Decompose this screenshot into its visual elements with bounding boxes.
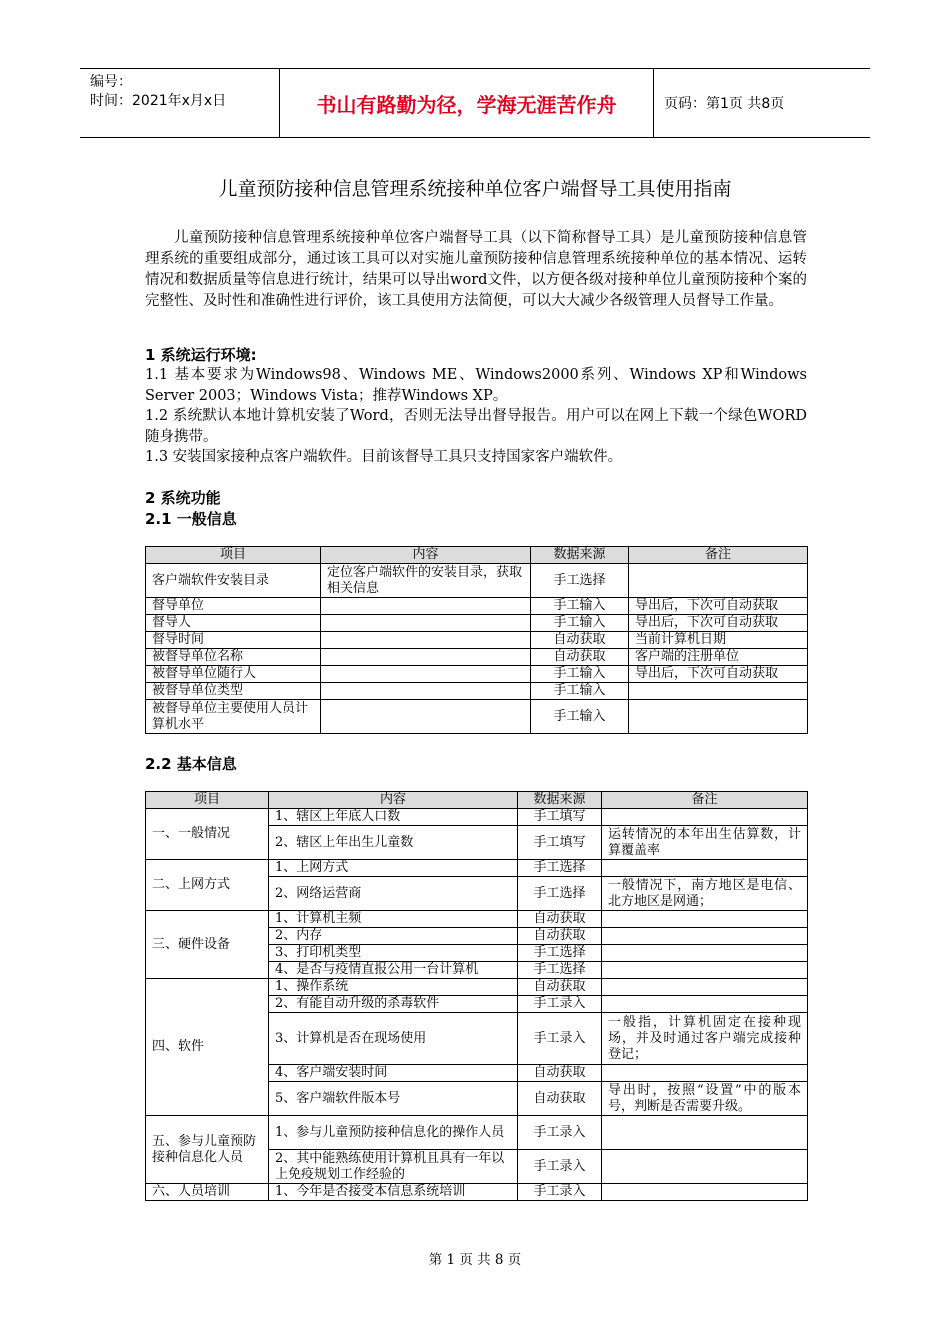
table-cell: 自动获取 <box>531 649 629 666</box>
table-cell: 2、内存 <box>269 928 518 945</box>
table-cell <box>602 809 808 826</box>
section1-p2: 1.2 系统默认本地计算机安装了Word，否则无法导出督导报告。用户可以在网上下载一个绿色WORD随身携带。 <box>145 408 807 445</box>
table-cell <box>321 666 531 683</box>
section2-1-heading: 2.1 一般信息 <box>145 510 237 528</box>
table-cell: 一般指，计算机固定在接种现场，并及时通过客户端完成接种登记； <box>602 1013 808 1065</box>
table-cell <box>602 962 808 979</box>
table-cell: 手工填写 <box>518 809 602 826</box>
table-row <box>146 1116 808 1150</box>
table-cell <box>321 598 531 615</box>
table-cell: 1、上网方式 <box>269 860 518 877</box>
table-cell: 自动获取 <box>531 632 629 649</box>
table-cell: 被督导单位类型 <box>146 683 321 700</box>
table-cell <box>629 564 808 598</box>
table-cell: 手工选择 <box>518 877 602 911</box>
table-cell: 导出时，按照“设置”中的版本号，判断是否需要升级。 <box>602 1082 808 1116</box>
table-cell: 客户端的注册单位 <box>629 649 808 666</box>
table-cell: 手工录入 <box>518 996 602 1013</box>
table-cell <box>602 996 808 1013</box>
table-cell <box>321 632 531 649</box>
table-cell: 2、有能自动升级的杀毒软件 <box>269 996 518 1013</box>
table-row <box>146 683 808 700</box>
table-cell <box>602 1065 808 1082</box>
table-row <box>146 564 808 598</box>
table-cell: 1、参与儿童预防接种信息化的操作人员 <box>269 1116 518 1150</box>
table-cell: 督导时间 <box>146 632 321 649</box>
table-cell <box>321 683 531 700</box>
section1-p1: 1.1 基本要求为Windows98、Windows ME、Windows2000系列、Windows XP和Windows Server 2003；Windows Vista；推荐Windows XP。 <box>145 367 807 404</box>
table-cell: 自动获取 <box>518 1065 602 1082</box>
table-cell <box>602 945 808 962</box>
table-cell: 手工选择 <box>518 860 602 877</box>
table-cell <box>602 1184 808 1201</box>
header-meta <box>80 69 280 137</box>
table-header: 备注 <box>629 547 808 564</box>
group-label: 六、人员培训 <box>146 1184 269 1201</box>
header-time: 时间：2021年x月x日 <box>90 93 227 109</box>
table-cell <box>602 1150 808 1184</box>
table-cell: 手工选择 <box>518 962 602 979</box>
group-label: 五、参与儿童预防接种信息化人员 <box>146 1116 269 1184</box>
table-cell: 5、客户端软件版本号 <box>269 1082 518 1116</box>
basic-info-table <box>145 791 808 1201</box>
document-title: 儿童预防接种信息管理系统接种单位客户端督导工具使用指南 <box>218 178 732 200</box>
table-row <box>146 1184 808 1201</box>
table-cell <box>629 683 808 700</box>
table-cell: 手工输入 <box>531 598 629 615</box>
table-cell: 4、是否与疫情直报公用一台计算机 <box>269 962 518 979</box>
table-row <box>146 809 808 826</box>
group-label: 一、一般情况 <box>146 809 269 860</box>
table-cell: 自动获取 <box>518 1082 602 1116</box>
table-cell: 手工录入 <box>518 1013 602 1065</box>
table-cell <box>602 928 808 945</box>
table-row <box>146 615 808 632</box>
table-header: 项目 <box>146 547 321 564</box>
table-cell: 手工录入 <box>518 1150 602 1184</box>
table-row <box>146 649 808 666</box>
table-cell: 客户端软件安装目录 <box>146 564 321 598</box>
table-cell: 手工选择 <box>531 564 629 598</box>
table-row <box>146 598 808 615</box>
table-cell: 手工选择 <box>518 945 602 962</box>
table-header: 备注 <box>602 792 808 809</box>
table-cell: 1、计算机主频 <box>269 911 518 928</box>
table-cell: 导出后，下次可自动获取 <box>629 598 808 615</box>
section1-heading: 1 系统运行环境: <box>145 346 257 364</box>
table-cell: 2、网络运营商 <box>269 877 518 911</box>
table-row <box>146 700 808 734</box>
table-header: 数据来源 <box>531 547 629 564</box>
table-cell: 导出后，下次可自动获取 <box>629 615 808 632</box>
table-cell: 手工输入 <box>531 615 629 632</box>
group-label: 四、软件 <box>146 979 269 1116</box>
header-number: 编号： <box>90 74 132 90</box>
table-cell: 手工输入 <box>531 666 629 683</box>
table-header: 内容 <box>321 547 531 564</box>
section2-2-heading: 2.2 基本信息 <box>145 755 237 773</box>
table-cell <box>602 911 808 928</box>
table-cell: 3、打印机类型 <box>269 945 518 962</box>
general-info-table <box>145 546 808 734</box>
table-cell <box>321 700 531 734</box>
table-cell <box>629 700 808 734</box>
table-cell: 导出后，下次可自动获取 <box>629 666 808 683</box>
table-cell: 定位客户端软件的安装目录，获取相关信息 <box>321 564 531 598</box>
table-row <box>146 979 808 996</box>
table-header: 项目 <box>146 792 269 809</box>
page-header <box>80 68 870 138</box>
table-cell: 一般情况下，南方地区是电信、北方地区是网通； <box>602 877 808 911</box>
table-cell: 被督导单位主要使用人员计算机水平 <box>146 700 321 734</box>
table-cell: 自动获取 <box>518 911 602 928</box>
table-cell <box>602 1116 808 1150</box>
group-label: 三、硬件设备 <box>146 911 269 979</box>
table-cell: 手工录入 <box>518 1116 602 1150</box>
table-cell <box>602 860 808 877</box>
section2-heading: 2 系统功能 <box>145 489 221 507</box>
table-cell: 被督导单位名称 <box>146 649 321 666</box>
table-cell: 1、操作系统 <box>269 979 518 996</box>
header-page-number: 页码：第1页 共8页 <box>664 96 785 112</box>
table-cell: 被督导单位随行人 <box>146 666 321 683</box>
table-header: 数据来源 <box>518 792 602 809</box>
table-cell: 手工录入 <box>518 1184 602 1201</box>
section1-p3: 1.3 安装国家接种点客户端软件。目前该督导工具只支持国家客户端软件。 <box>145 449 623 465</box>
table-cell: 自动获取 <box>518 979 602 996</box>
table-cell: 督导人 <box>146 615 321 632</box>
table-row <box>146 632 808 649</box>
table-header: 内容 <box>269 792 518 809</box>
table-cell: 3、计算机是否在现场使用 <box>269 1013 518 1065</box>
table-cell: 督导单位 <box>146 598 321 615</box>
table-row <box>146 860 808 877</box>
table-cell: 运转情况的本年出生估算数，计算覆盖率 <box>602 826 808 860</box>
table-cell <box>321 615 531 632</box>
table-cell <box>602 979 808 996</box>
table-cell: 手工输入 <box>531 700 629 734</box>
intro-paragraph: 儿童预防接种信息管理系统接种单位客户端督导工具（以下简称督导工具）是儿童预防接种信息管理系统的重要组成部分，通过该工具可以对实施儿童预防接种信息管理系统接种单位的基本情况、运转情况和数据质量等信息进行统计，结果可以导出word文件，以方便各级对接种单位儿童预防接种个案的完整性、及时性和准确性进行评价，该工具使用方法简便，可以大大减少各级管理人员督导工作量。 <box>145 230 807 309</box>
table-cell: 手工填写 <box>518 826 602 860</box>
table-cell: 4、客户端安装时间 <box>269 1065 518 1082</box>
table-cell <box>321 649 531 666</box>
table-cell: 当前计算机日期 <box>629 632 808 649</box>
table-cell: 1、今年是否接受本信息系统培训 <box>269 1184 518 1201</box>
page-footer: 第 1 页 共 8 页 <box>428 1252 522 1268</box>
table-cell: 自动获取 <box>518 928 602 945</box>
table-cell: 1、辖区上年底人口数 <box>269 809 518 826</box>
table-row <box>146 666 808 683</box>
table-cell: 2、其中能熟练使用计算机且具有一年以上免疫规划工作经验的 <box>269 1150 518 1184</box>
table-row <box>146 911 808 928</box>
header-motto: 书山有路勤为径，学海无涯苦作舟 <box>280 69 654 137</box>
group-label: 二、上网方式 <box>146 860 269 911</box>
table-cell: 手工输入 <box>531 683 629 700</box>
table-cell: 2、辖区上年出生儿童数 <box>269 826 518 860</box>
